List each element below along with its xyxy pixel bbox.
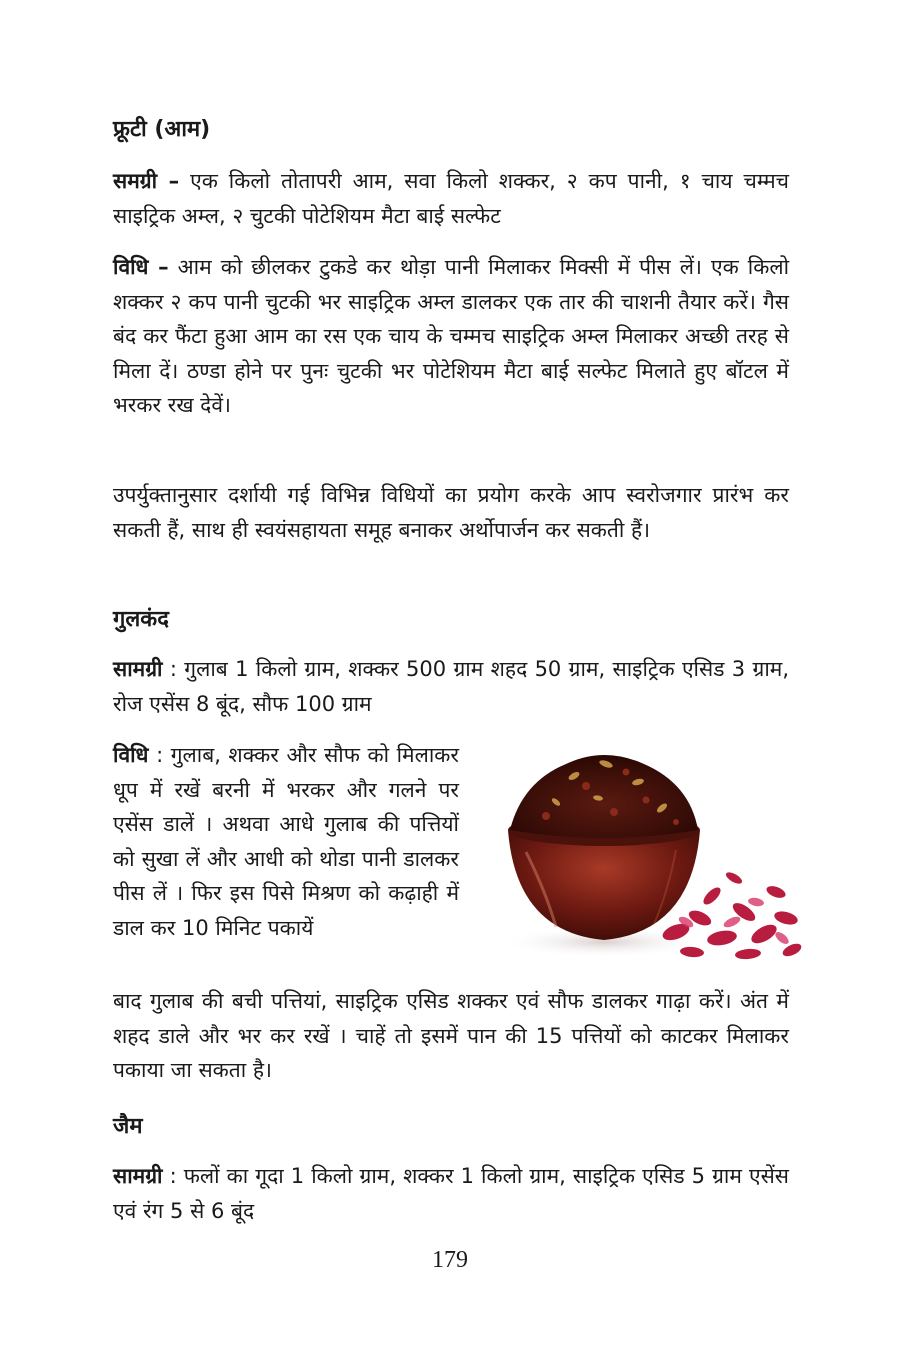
method-text: : गुलाब, शक्कर और सौफ को मिलाकर धूप में रखें बरनी में भरकर और गलने पर एसेंस डालें । अथवा आधे गुलाब की पत्तियों को सुखा लें और आधी को थोडा पानी डालकर पीस लें । फिर इस पिसे मिश्रण को कढ़ाही में डाल कर 10 मिनिट पकायें — [113, 743, 459, 940]
method-text: आम को छीलकर टुकडे कर थोड़ा पानी मिलाकर मिक्सी में पीस लें। एक किलो शक्कर २ कप पानी चुटकी भर साइट्रिक अम्ल डालकर एक तार की चाशनी तैयार करें। गैस बंद कर फैंटा हुआ आम का रस एक चाय के चम्मच साइट्रिक अम्ल मिलाकर अच्छी तरह से मिला दें। ठण्डा होने पर पुनः चुटकी भर पोटेशियम मैटा बाई सल्फेट मिलाते हुए बॉटल में भरकर रख देवें। — [113, 255, 790, 417]
frooti-ingredients — [113, 164, 789, 233]
page-number: 179 — [432, 1247, 468, 1273]
section-title-gulkand: गुलकंद — [113, 607, 169, 632]
summary-paragraph: उपर्युक्तानुसार दर्शायी गई विभिन्न विधियों का प्रयोग करके आप स्वरोजगार प्रारंभ कर सकती हैं, साथ ही स्वयंसहायता समूह बनाकर अर्थोपार्जन कर सकती हैं। — [113, 483, 789, 542]
frooti-method — [113, 250, 789, 423]
method-label: विधि – — [113, 255, 169, 279]
ingredients-text: : गुलाब 1 किलो ग्राम, शक्कर 500 ग्राम शहद 50 ग्राम, साइट्रिक एसिड 3 ग्राम, रोज एसेंस 8 बूंद, सौफ 100 ग्राम — [113, 657, 789, 716]
section-title-jam: जैम — [113, 1114, 143, 1139]
gulkand-method-part2: बाद गुलाब की बची पत्तियां, साइट्रिक एसिड शक्कर एवं सौफ डालकर गाढ़ा करें। अंत में शहद डाले और भर कर रखें । चाहें तो इसमें पान की 15 पत्तियों को काटकर मिलाकर पकाया जा सकता है। — [113, 989, 789, 1082]
ingredients-text: एक किलो तोतापरी आम, सवा किलो शक्कर, २ कप पानी, १ चाय चम्मच साइट्रिक अम्ल, २ चुटकी पोटेशियम मैटा बाई सल्फेट — [113, 169, 789, 228]
ingredients-label: समग्री – — [113, 169, 180, 193]
method-label: विधि — [113, 743, 149, 767]
ingredients-text: : फलों का गूदा 1 किलो ग्राम, शक्कर 1 किलो ग्राम, साइट्रिक एसिड 5 ग्राम एसेंस एवं रंग 5 से 6 बूंद — [113, 1164, 789, 1223]
gulkand-ingredients — [113, 652, 789, 721]
ingredients-label: सामग्री — [113, 1164, 163, 1188]
ingredients-label: सामग्री — [113, 657, 163, 681]
section-title-frooti: फ्रूटी (आम) — [113, 117, 211, 142]
jam-ingredients — [113, 1159, 789, 1228]
gulkand-bowl-image — [486, 742, 804, 962]
gulkand-method-part1 — [113, 738, 459, 945]
